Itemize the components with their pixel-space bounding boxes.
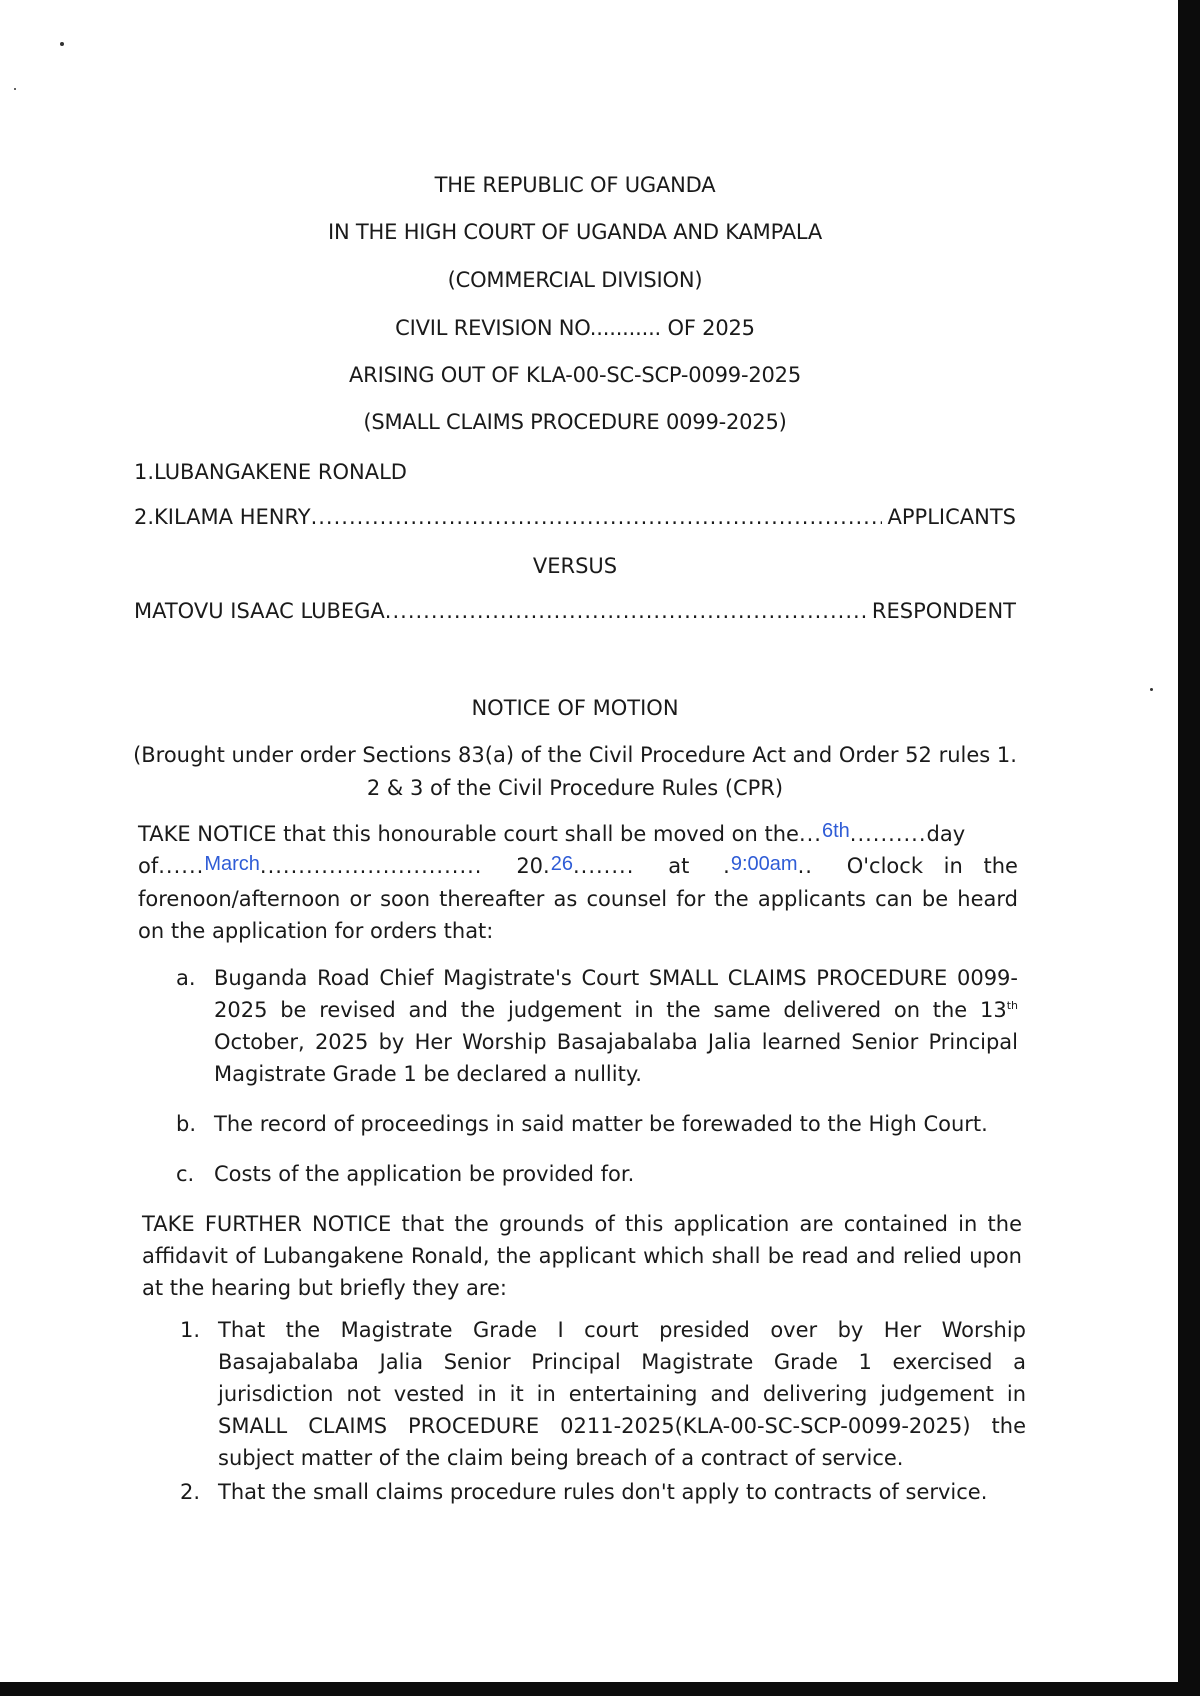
respondent-row (134, 598, 1016, 624)
year-fill: 26 (550, 853, 573, 875)
applicant-2: 2.KILAMA HENRY (134, 505, 311, 529)
order-text-part: October, 2025 by Her Worship Basajabalaba Jalia learned Senior Principal Magistrate Grade 1 be declared a nullity. (214, 1030, 1018, 1086)
scan-speck (1150, 688, 1153, 691)
dot-leader: . (543, 854, 551, 878)
order-item-a (176, 962, 1018, 1090)
respondent-label: RESPONDENT (871, 599, 1016, 623)
header-small-claims: (SMALL CLAIMS PROCEDURE 0099-2025) (363, 410, 787, 434)
scan-edge-bottom (0, 1682, 1200, 1696)
ground-item-2 (180, 1476, 1026, 1508)
take-notice-paragraph (138, 818, 1018, 947)
take-notice-rest: forenoon/afternoon or soon thereafter as counsel for the applicants can be heard on the application for orders that: (138, 887, 1018, 943)
dot-leader: .. (797, 854, 813, 878)
time-fill: 9:00am (730, 853, 798, 875)
dot-leader (385, 598, 866, 624)
brought-under-line-1: (Brought under order Sections 83(a) of the Civil Procedure Act and Order 52 rules 1. (133, 743, 1017, 767)
month-fill: March (204, 853, 260, 875)
order-item-b (176, 1108, 1018, 1140)
notice-title: NOTICE OF MOTION (471, 696, 679, 720)
order-text-part: Buganda Road Chief Magistrate's Court SMALL CLAIMS PROCEDURE 0099-2025 be revised and the judgement in the same delivered on the 13 (214, 966, 1018, 1022)
dot-leader: ........ (572, 854, 635, 878)
take-notice-text: TAKE NOTICE that this honourable court shall be moved on the (138, 822, 799, 846)
order-item-c (176, 1158, 1018, 1190)
header-republic: THE REPUBLIC OF UGANDA (434, 173, 716, 197)
list-marker: b. (176, 1112, 197, 1136)
applicants-label: APPLICANTS (887, 505, 1016, 529)
further-notice-paragraph: TAKE FURTHER NOTICE that the grounds of this application are contained in the affidavit of Lubangakene Ronald, the applicant which shall be read and relied upon at the hearing but briefly they are: (142, 1212, 1022, 1300)
scan-speck (14, 88, 16, 90)
superscript: th (1006, 999, 1018, 1012)
respondent: MATOVU ISAAC LUBEGA (134, 599, 385, 623)
dot-leader: . (723, 854, 731, 878)
day-fill: 6th (821, 820, 850, 842)
header-court: IN THE HIGH COURT OF UGANDA AND KAMPALA (327, 220, 823, 244)
day-label: day (926, 822, 966, 846)
list-marker: 1. (180, 1318, 201, 1342)
ground-item-1 (180, 1314, 1026, 1474)
order-text: The record of proceedings in said matter be forewaded to the High Court. (214, 1112, 988, 1136)
applicant-1: 1.LUBANGAKENE RONALD (134, 460, 407, 484)
dot-leader: .......... (849, 822, 927, 846)
list-marker: 2. (180, 1480, 201, 1504)
scan-edge-right (1178, 0, 1200, 1696)
order-text: Costs of the application be provided for. (214, 1162, 635, 1186)
ground-text: That the small claims procedure rules don't apply to contracts of service. (218, 1480, 988, 1504)
dot-leader: ...... (158, 854, 205, 878)
dot-leader (311, 504, 882, 530)
header-arising-out-of: ARISING OUT OF KLA-00-SC-SCP-0099-2025 (349, 363, 801, 387)
order-text (214, 962, 1018, 1090)
brought-under-line-2: 2 & 3 of the Civil Procedure Rules (CPR) (366, 776, 784, 800)
at-label: at (668, 854, 690, 878)
dot-leader: ............................. (259, 854, 483, 878)
scan-speck (60, 42, 64, 46)
list-marker: a. (176, 966, 196, 990)
of-label: of (138, 854, 159, 878)
header-division: (COMMERCIAL DIVISION) (447, 268, 703, 292)
applicant-2-row (134, 504, 1016, 530)
header-civil-revision: CIVIL REVISION NO........... OF 2025 (395, 316, 755, 340)
versus-label: VERSUS (532, 554, 618, 578)
list-marker: c. (176, 1162, 195, 1186)
dot-leader: ... (798, 822, 822, 846)
oclock-label: O'clock in the (846, 854, 1018, 878)
ground-text: That the Magistrate Grade I court presided over by Her Worship Basajabalaba Jalia Senior Principal Magistrate Grade 1 exercised a jurisdiction not vested in it in entertaining and delivering judgement in SMALL CLAIMS PROCEDURE 0211-2025(KLA-00-SC-SCP-0099-2025) the subject matter of the claim being breach of a contract of service. (218, 1318, 1026, 1470)
year-prefix: 20 (516, 854, 544, 878)
